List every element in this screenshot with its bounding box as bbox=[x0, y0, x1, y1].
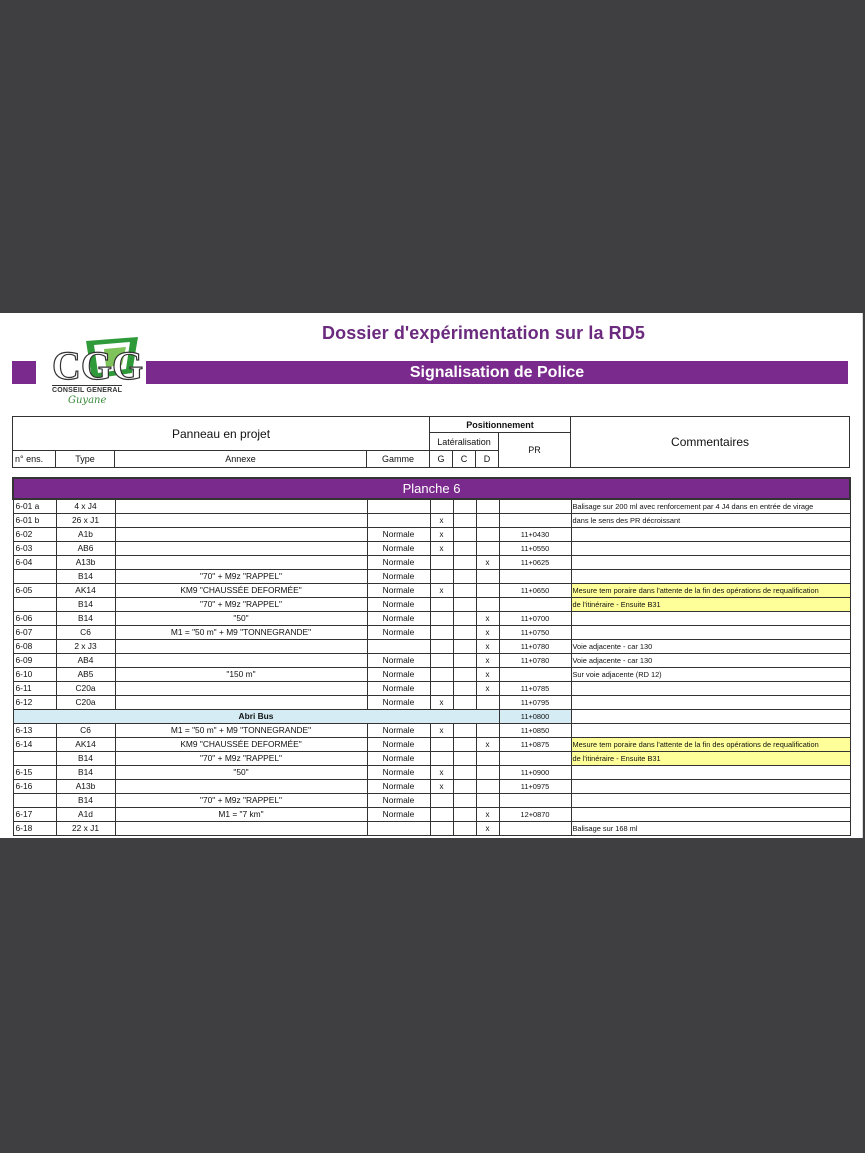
commentaire-cell bbox=[571, 626, 850, 640]
pr-cell: 11+0750 bbox=[499, 626, 571, 640]
type-cell: 4 x J4 bbox=[56, 499, 115, 514]
annexe-cell: KM9 "CHAUSSÉE DEFORMÉE" bbox=[115, 584, 367, 598]
g-cell bbox=[430, 598, 453, 612]
planche-title: Planche 6 bbox=[13, 478, 850, 499]
commentaire-cell bbox=[571, 780, 850, 794]
pr-cell: 11+0625 bbox=[499, 556, 571, 570]
gamme-cell: Normale bbox=[367, 556, 430, 570]
ens-number-cell: 6-09 bbox=[13, 654, 56, 668]
commentaire-cell: Balisage sur 200 ml avec renforcement par 4 J4 dans en entrée de virage bbox=[571, 499, 850, 514]
c-cell bbox=[453, 668, 476, 682]
type-cell: A13b bbox=[56, 556, 115, 570]
pr-cell: 11+0795 bbox=[499, 696, 571, 710]
d-header: D bbox=[476, 451, 499, 468]
c-cell bbox=[453, 542, 476, 556]
pr-cell bbox=[499, 794, 571, 808]
c-cell bbox=[453, 514, 476, 528]
ens-number-cell: 6-14 bbox=[13, 738, 56, 752]
pr-cell: 11+0430 bbox=[499, 528, 571, 542]
commentaire-cell bbox=[571, 724, 850, 738]
gamme-cell bbox=[367, 499, 430, 514]
g-cell bbox=[430, 752, 453, 766]
type-cell: B14 bbox=[56, 766, 115, 780]
annexe-cell: "70" + M9z "RAPPEL" bbox=[115, 752, 367, 766]
gamme-cell: Normale bbox=[367, 542, 430, 556]
g-cell bbox=[430, 570, 453, 584]
ens-number-cell: 6-15 bbox=[13, 766, 56, 780]
d-cell bbox=[476, 570, 499, 584]
d-cell: x bbox=[476, 626, 499, 640]
d-cell: x bbox=[476, 682, 499, 696]
document-sheet bbox=[0, 313, 863, 838]
commentaire-cell bbox=[571, 542, 850, 556]
g-cell: x bbox=[430, 696, 453, 710]
g-cell bbox=[430, 822, 453, 836]
gamme-cell bbox=[367, 640, 430, 654]
panneau-header: Panneau en projet bbox=[13, 417, 430, 451]
pr-cell: 11+0780 bbox=[499, 640, 571, 654]
ens-number-cell: 6-11 bbox=[13, 682, 56, 696]
c-header: C bbox=[453, 451, 476, 468]
annexe-cell bbox=[115, 682, 367, 696]
annexe-cell: M1 = "50 m" + M9 "TONNEGRANDE" bbox=[115, 724, 367, 738]
conseil-general-logo bbox=[46, 333, 146, 409]
pr-cell bbox=[499, 499, 571, 514]
annexe-cell bbox=[115, 514, 367, 528]
c-cell bbox=[453, 640, 476, 654]
type-cell: C20a bbox=[56, 696, 115, 710]
g-cell bbox=[430, 556, 453, 570]
c-cell bbox=[453, 780, 476, 794]
abri-bus-comment bbox=[571, 710, 850, 724]
logo-letters: CGG bbox=[52, 343, 144, 388]
pr-cell: 11+0975 bbox=[499, 780, 571, 794]
abri-bus-pr: 11+0800 bbox=[499, 710, 571, 724]
d-cell: x bbox=[476, 654, 499, 668]
g-cell: x bbox=[430, 766, 453, 780]
annexe-cell: "50" bbox=[115, 766, 367, 780]
gamme-cell: Normale bbox=[367, 738, 430, 752]
gamme-cell: Normale bbox=[367, 696, 430, 710]
commentaire-cell: Voie adjacente - car 130 bbox=[571, 640, 850, 654]
d-cell bbox=[476, 499, 499, 514]
gamme-cell: Normale bbox=[367, 724, 430, 738]
g-cell: x bbox=[430, 780, 453, 794]
planche-row bbox=[13, 478, 850, 499]
ens-number-cell: 6-18 bbox=[13, 822, 56, 836]
c-cell bbox=[453, 654, 476, 668]
d-cell bbox=[476, 528, 499, 542]
ens-number-cell: 6-10 bbox=[13, 668, 56, 682]
commentaire-cell bbox=[571, 808, 850, 822]
commentaires-header: Commentaires bbox=[571, 417, 850, 468]
type-cell: B14 bbox=[56, 794, 115, 808]
d-cell bbox=[476, 752, 499, 766]
gamme-cell: Normale bbox=[367, 570, 430, 584]
table-row bbox=[13, 499, 850, 514]
annexe-header: Annexe bbox=[115, 451, 367, 468]
commentaire-cell bbox=[571, 612, 850, 626]
document-title: Dossier d'expérimentation sur la RD5 bbox=[322, 323, 645, 343]
ens-number-cell: 6-05 bbox=[13, 584, 56, 598]
logo-caption: CONSEIL GENERAL bbox=[52, 387, 123, 394]
ens-number-cell: 6-01 a bbox=[13, 499, 56, 514]
table-row bbox=[13, 822, 850, 836]
g-cell: x bbox=[430, 514, 453, 528]
c-cell bbox=[453, 528, 476, 542]
g-cell: x bbox=[430, 724, 453, 738]
c-cell bbox=[453, 738, 476, 752]
c-cell bbox=[453, 598, 476, 612]
c-cell bbox=[453, 752, 476, 766]
signalisation-table bbox=[12, 477, 851, 836]
table-row bbox=[13, 766, 850, 780]
d-cell bbox=[476, 780, 499, 794]
type-cell: C6 bbox=[56, 626, 115, 640]
ens-number-cell bbox=[13, 752, 56, 766]
type-cell: AB5 bbox=[56, 668, 115, 682]
ens-number-cell: 6-13 bbox=[13, 724, 56, 738]
gamme-cell: Normale bbox=[367, 766, 430, 780]
pr-cell bbox=[499, 822, 571, 836]
pr-cell: 11+0850 bbox=[499, 724, 571, 738]
annexe-cell: "70" + M9z "RAPPEL" bbox=[115, 570, 367, 584]
type-cell: B14 bbox=[56, 612, 115, 626]
type-header: Type bbox=[56, 451, 115, 468]
table-row bbox=[13, 808, 850, 822]
annexe-cell bbox=[115, 780, 367, 794]
g-cell bbox=[430, 654, 453, 668]
ens-number-cell: 6-07 bbox=[13, 626, 56, 640]
c-cell bbox=[453, 584, 476, 598]
annexe-cell: M1 = "7 km" bbox=[115, 808, 367, 822]
g-header: G bbox=[430, 451, 453, 468]
gamme-cell bbox=[367, 514, 430, 528]
d-cell bbox=[476, 584, 499, 598]
pr-cell: 11+0900 bbox=[499, 766, 571, 780]
commentaire-cell bbox=[571, 794, 850, 808]
c-cell bbox=[453, 822, 476, 836]
table-row bbox=[13, 556, 850, 570]
commentaire-cell: Voie adjacente - car 130 bbox=[571, 654, 850, 668]
ens-number-cell: 6-01 b bbox=[13, 514, 56, 528]
gamme-cell: Normale bbox=[367, 612, 430, 626]
commentaire-cell bbox=[571, 766, 850, 780]
pr-cell bbox=[499, 570, 571, 584]
type-cell: C20a bbox=[56, 682, 115, 696]
type-cell: B14 bbox=[56, 570, 115, 584]
table-header bbox=[12, 416, 850, 468]
annexe-cell bbox=[115, 542, 367, 556]
d-cell: x bbox=[476, 640, 499, 654]
g-cell bbox=[430, 668, 453, 682]
commentaire-cell bbox=[571, 682, 850, 696]
commentaire-cell: de l'itinéraire - Ensuite B31 bbox=[571, 598, 850, 612]
pr-cell bbox=[499, 668, 571, 682]
ens-number-cell: 6-12 bbox=[13, 696, 56, 710]
c-cell bbox=[453, 682, 476, 696]
commentaire-cell bbox=[571, 528, 850, 542]
gamme-header: Gamme bbox=[367, 451, 430, 468]
g-cell: x bbox=[430, 584, 453, 598]
gamme-cell: Normale bbox=[367, 668, 430, 682]
table-row bbox=[13, 542, 850, 556]
type-cell: 26 x J1 bbox=[56, 514, 115, 528]
annexe-cell: "150 m" bbox=[115, 668, 367, 682]
gamme-cell: Normale bbox=[367, 654, 430, 668]
gamme-cell: Normale bbox=[367, 780, 430, 794]
g-cell bbox=[430, 808, 453, 822]
logo-caption-guyane: Guyane bbox=[68, 395, 107, 406]
c-cell bbox=[453, 794, 476, 808]
pr-cell bbox=[499, 752, 571, 766]
d-cell: x bbox=[476, 668, 499, 682]
n-ens-header: n° ens. bbox=[13, 451, 56, 468]
annexe-cell bbox=[115, 640, 367, 654]
commentaire-cell: Mesure tem poraire dans l'attente de la fin des opérations de requalification bbox=[571, 738, 850, 752]
commentaire-cell bbox=[571, 696, 850, 710]
c-cell bbox=[453, 612, 476, 626]
table-row bbox=[13, 654, 850, 668]
c-cell bbox=[453, 570, 476, 584]
annexe-cell: "70" + M9z "RAPPEL" bbox=[115, 598, 367, 612]
ens-number-cell: 6-03 bbox=[13, 542, 56, 556]
d-cell bbox=[476, 696, 499, 710]
pr-cell bbox=[499, 598, 571, 612]
g-cell bbox=[430, 682, 453, 696]
c-cell bbox=[453, 696, 476, 710]
table-row bbox=[13, 612, 850, 626]
c-cell bbox=[453, 556, 476, 570]
d-cell bbox=[476, 598, 499, 612]
d-cell bbox=[476, 794, 499, 808]
c-cell bbox=[453, 766, 476, 780]
pr-cell: 11+0700 bbox=[499, 612, 571, 626]
table-row bbox=[13, 514, 850, 528]
pr-cell: 12+0870 bbox=[499, 808, 571, 822]
g-cell bbox=[430, 738, 453, 752]
type-cell: 2 x J3 bbox=[56, 640, 115, 654]
table-row bbox=[13, 780, 850, 794]
type-cell: A13b bbox=[56, 780, 115, 794]
c-cell bbox=[453, 808, 476, 822]
c-cell bbox=[453, 724, 476, 738]
g-cell bbox=[430, 612, 453, 626]
annexe-cell bbox=[115, 654, 367, 668]
commentaire-cell: dans le sens des PR décroissant bbox=[571, 514, 850, 528]
commentaire-cell bbox=[571, 570, 850, 584]
lateralisation-header: Latéralisation bbox=[430, 433, 499, 451]
annexe-cell bbox=[115, 822, 367, 836]
type-cell: AB6 bbox=[56, 542, 115, 556]
abri-bus-label: Abri Bus bbox=[13, 710, 499, 724]
ens-number-cell bbox=[13, 794, 56, 808]
gamme-cell: Normale bbox=[367, 584, 430, 598]
annexe-cell: "50" bbox=[115, 612, 367, 626]
d-cell bbox=[476, 542, 499, 556]
ens-number-cell: 6-04 bbox=[13, 556, 56, 570]
commentaire-cell: de l'itinéraire - Ensuite B31 bbox=[571, 752, 850, 766]
commentaire-cell: Mesure tem poraire dans l'attente de la fin des opérations de requalification bbox=[571, 584, 850, 598]
gamme-cell: Normale bbox=[367, 626, 430, 640]
d-cell: x bbox=[476, 556, 499, 570]
pr-cell: 11+0650 bbox=[499, 584, 571, 598]
ens-number-cell: 6-02 bbox=[13, 528, 56, 542]
ens-number-cell: 6-17 bbox=[13, 808, 56, 822]
commentaire-cell: Sur voie adjacente (RD 12) bbox=[571, 668, 850, 682]
table-row bbox=[13, 752, 850, 766]
type-cell: 22 x J1 bbox=[56, 822, 115, 836]
type-cell: A1b bbox=[56, 528, 115, 542]
d-cell: x bbox=[476, 808, 499, 822]
left-band bbox=[12, 361, 36, 384]
d-cell: x bbox=[476, 822, 499, 836]
type-cell: B14 bbox=[56, 598, 115, 612]
pr-header: PR bbox=[499, 433, 571, 468]
g-cell bbox=[430, 499, 453, 514]
gamme-cell bbox=[367, 822, 430, 836]
d-cell bbox=[476, 514, 499, 528]
ens-number-cell bbox=[13, 570, 56, 584]
type-cell: AK14 bbox=[56, 584, 115, 598]
subtitle: Signalisation de Police bbox=[409, 364, 585, 381]
annexe-cell bbox=[115, 499, 367, 514]
g-cell bbox=[430, 794, 453, 808]
gamme-cell: Normale bbox=[367, 808, 430, 822]
gamme-cell: Normale bbox=[367, 528, 430, 542]
commentaire-cell: Balisage sur 168 ml bbox=[571, 822, 850, 836]
table-row bbox=[13, 598, 850, 612]
annexe-cell bbox=[115, 528, 367, 542]
d-cell: x bbox=[476, 738, 499, 752]
table-row bbox=[13, 696, 850, 710]
table-row bbox=[13, 528, 850, 542]
table-row bbox=[13, 570, 850, 584]
table-row bbox=[13, 724, 850, 738]
c-cell bbox=[453, 499, 476, 514]
type-cell: C6 bbox=[56, 724, 115, 738]
gamme-cell: Normale bbox=[367, 682, 430, 696]
c-cell bbox=[453, 626, 476, 640]
table-row bbox=[13, 682, 850, 696]
pr-cell: 11+0780 bbox=[499, 654, 571, 668]
d-cell: x bbox=[476, 612, 499, 626]
g-cell bbox=[430, 626, 453, 640]
table-row bbox=[13, 640, 850, 654]
ens-number-cell: 6-06 bbox=[13, 612, 56, 626]
annexe-cell: KM9 "CHAUSSÉE DEFORMÉE" bbox=[115, 738, 367, 752]
table-row bbox=[13, 794, 850, 808]
commentaire-cell bbox=[571, 556, 850, 570]
type-cell: B14 bbox=[56, 752, 115, 766]
positionnement-header: Positionnement bbox=[430, 417, 571, 433]
abri-bus-row bbox=[13, 710, 850, 724]
d-cell bbox=[476, 766, 499, 780]
type-cell: AB4 bbox=[56, 654, 115, 668]
table-row bbox=[13, 626, 850, 640]
pr-cell bbox=[499, 514, 571, 528]
gamme-cell: Normale bbox=[367, 752, 430, 766]
annexe-cell bbox=[115, 556, 367, 570]
table-row bbox=[13, 668, 850, 682]
type-cell: AK14 bbox=[56, 738, 115, 752]
g-cell: x bbox=[430, 528, 453, 542]
d-cell bbox=[476, 724, 499, 738]
table-row bbox=[13, 584, 850, 598]
pr-cell: 11+0875 bbox=[499, 738, 571, 752]
ens-number-cell bbox=[13, 598, 56, 612]
type-cell: A1d bbox=[56, 808, 115, 822]
gamme-cell: Normale bbox=[367, 794, 430, 808]
ens-number-cell: 6-08 bbox=[13, 640, 56, 654]
ens-number-cell: 6-16 bbox=[13, 780, 56, 794]
annexe-cell: M1 = "50 m" + M9 "TONNEGRANDE" bbox=[115, 626, 367, 640]
pr-cell: 11+0785 bbox=[499, 682, 571, 696]
gamme-cell: Normale bbox=[367, 598, 430, 612]
annexe-cell bbox=[115, 696, 367, 710]
pr-cell: 11+0550 bbox=[499, 542, 571, 556]
g-cell bbox=[430, 640, 453, 654]
table-row bbox=[13, 738, 850, 752]
annexe-cell: "70" + M9z "RAPPEL" bbox=[115, 794, 367, 808]
g-cell: x bbox=[430, 542, 453, 556]
